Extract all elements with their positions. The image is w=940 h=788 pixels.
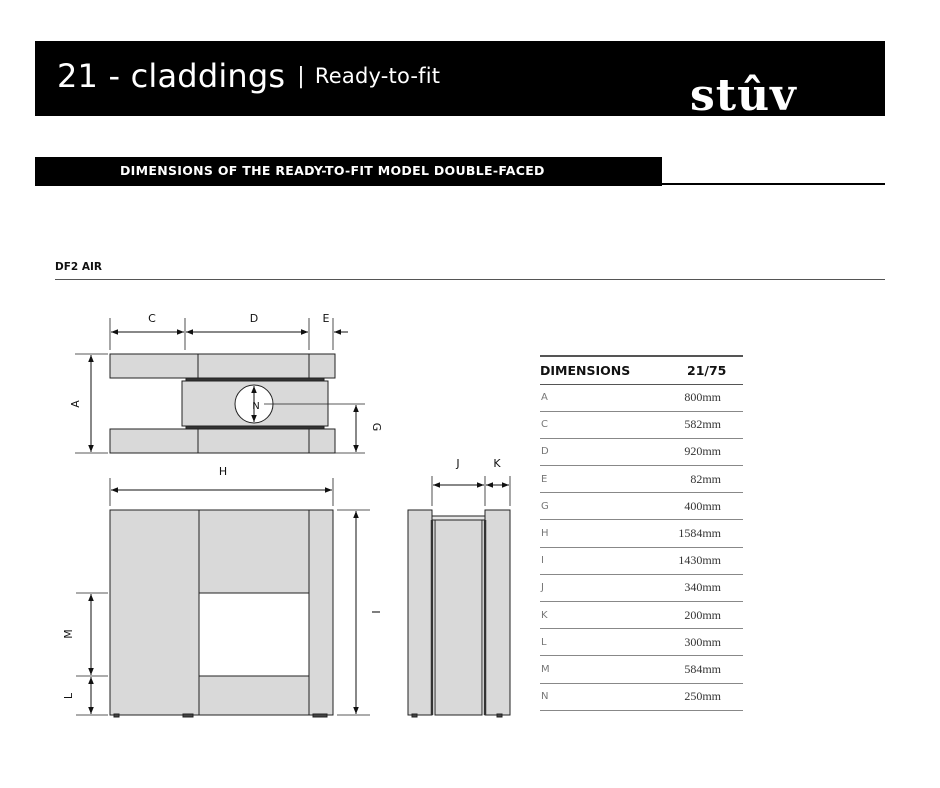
row-value: 82mm [690,471,721,486]
front-left-pillar [110,510,199,715]
row-label: C [541,419,548,431]
page-subtitle: Ready-to-fit [314,64,441,88]
label-j: J [456,457,460,470]
label-e: E [322,312,330,325]
front-base [199,676,309,715]
front-right-pillar [309,510,333,715]
row-value: 1430mm [678,553,721,568]
row-value: 584mm [684,661,721,676]
row-value: 400mm [684,498,721,513]
section-title: DIMENSIONS OF THE READY-TO-FIT MODEL DOUBLE-FACED [120,163,545,178]
label-d: D [249,312,259,325]
brand-logo: stûv [690,70,797,116]
row-value: 1584mm [678,526,721,541]
row-label: L [541,636,547,648]
side-view [408,510,510,717]
table-row [540,629,743,656]
label-g: G [370,422,383,432]
top-view-upper-slab [110,354,335,378]
table-row [540,602,743,629]
table-row [540,385,743,412]
front-opening [199,593,309,676]
front-lintel [199,510,309,593]
row-value: 800mm [684,390,721,405]
table-row [540,520,743,547]
row-label: I [541,555,544,567]
row-value: 300mm [684,634,721,649]
table-row [540,412,743,439]
row-value: 340mm [684,580,721,595]
side-right-panel [485,510,510,715]
side-firebox [435,520,482,715]
row-label: G [541,500,549,512]
top-view [110,354,335,453]
row-value: 582mm [684,417,721,432]
row-label: H [541,528,549,540]
title-text: 21 - claddings [57,57,286,95]
front-view [110,510,333,717]
label-k: K [493,457,501,470]
row-label: E [541,473,548,485]
table-header-label: DIMENSIONS [540,362,631,378]
row-label: M [541,663,550,675]
label-a: A [69,400,82,408]
dimensions-table [540,355,743,711]
table-row [540,548,743,575]
row-label: D [541,446,549,458]
row-label: N [541,691,549,703]
row-label: A [541,392,548,404]
table-row [540,684,743,711]
label-h: H [218,465,228,478]
label-m: M [62,629,75,639]
table-row [540,656,743,683]
table-header [540,357,743,385]
row-label: J [541,582,544,594]
label-l: L [62,692,75,700]
title-separator: | [297,64,305,89]
table-row [540,439,743,466]
row-value: 920mm [684,444,721,459]
table-header-model: 21/75 [687,362,727,378]
row-value: 250mm [684,689,721,704]
row-label: K [541,609,548,621]
table-row [540,493,743,520]
row-value: 200mm [684,607,721,622]
side-left-panel [408,510,432,715]
label-n: N [252,401,260,412]
label-c: C [148,312,156,325]
model-name: DF2 AIR [55,261,102,273]
label-i: I [369,610,382,614]
table-row [540,575,743,602]
top-view-lower-slab [110,429,335,453]
table-row [540,466,743,493]
